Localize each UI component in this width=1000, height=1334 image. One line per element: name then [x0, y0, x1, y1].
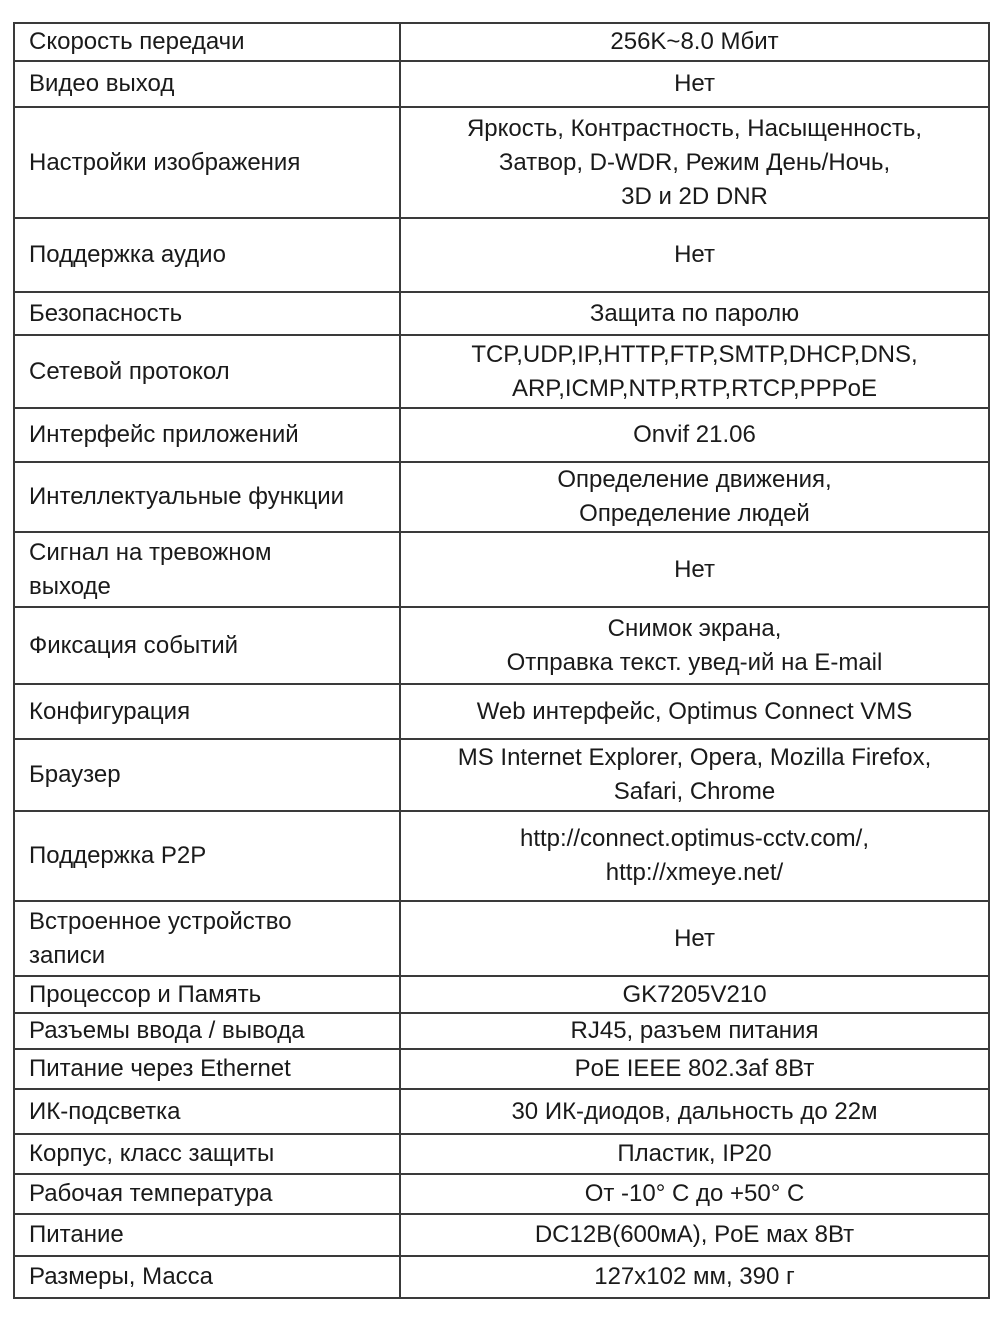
table-row	[14, 408, 989, 462]
param-cell: Скорость передачи	[14, 23, 400, 61]
value-cell: Яркость, Контрастность, Насыщенность, Затвор, D-WDR, Режим День/Ночь, 3D и 2D DNR	[400, 107, 989, 218]
table-row	[14, 1013, 989, 1049]
param-cell: Поддержка аудио	[14, 218, 400, 292]
param-cell: Безопасность	[14, 292, 400, 335]
value-cell: MS Internet Explorer, Opera, Mozilla Firefox, Safari, Chrome	[400, 739, 989, 811]
param-cell: ИК-подсветка	[14, 1089, 400, 1134]
value-cell: 127x102 мм, 390 г	[400, 1256, 989, 1298]
value-cell: DC12В(600мА), PoE мax 8Вт	[400, 1214, 989, 1256]
table-row	[14, 811, 989, 901]
table-row	[14, 739, 989, 811]
value-cell: Нет	[400, 532, 989, 607]
param-cell: Рабочая температура	[14, 1174, 400, 1214]
param-cell: Размеры, Масса	[14, 1256, 400, 1298]
table-row	[14, 532, 989, 607]
value-cell: Определение движения, Определение людей	[400, 462, 989, 532]
param-cell: Питание	[14, 1214, 400, 1256]
table-row	[14, 1134, 989, 1174]
param-cell: Корпус, класс защиты	[14, 1134, 400, 1174]
value-cell: http://connect.optimus-cctv.com/, http://xmeye.net/	[400, 811, 989, 901]
table-row	[14, 218, 989, 292]
table-row	[14, 292, 989, 335]
param-cell: Разъемы ввода / вывода	[14, 1013, 400, 1049]
table-row	[14, 1089, 989, 1134]
table-row	[14, 607, 989, 684]
value-cell: Защита по паролю	[400, 292, 989, 335]
value-cell: От -10° С до +50° С	[400, 1174, 989, 1214]
param-cell: Интерфейс приложений	[14, 408, 400, 462]
param-cell: Сигнал на тревожном выходе	[14, 532, 400, 607]
table-row	[14, 684, 989, 739]
table-row	[14, 462, 989, 532]
value-cell: Пластик, IP20	[400, 1134, 989, 1174]
table-row	[14, 1214, 989, 1256]
table-row	[14, 23, 989, 61]
spec-table	[13, 22, 990, 1299]
value-cell: Снимок экрана, Отправка текст. увед-ий на E-mail	[400, 607, 989, 684]
value-cell: Нет	[400, 901, 989, 976]
value-cell: PoE IEEE 802.3af 8Вт	[400, 1049, 989, 1089]
table-row	[14, 1256, 989, 1298]
table-row	[14, 335, 989, 408]
table-row	[14, 1049, 989, 1089]
value-cell: TCP,UDP,IP,HTTP,FTP,SMTP,DHCP,DNS, ARP,ICMP,NTP,RTP,RTCP,PPPoE	[400, 335, 989, 408]
param-cell: Конфигурация	[14, 684, 400, 739]
table-row	[14, 1174, 989, 1214]
table-row	[14, 107, 989, 218]
param-cell: Фиксация событий	[14, 607, 400, 684]
param-cell: Встроенное устройство записи	[14, 901, 400, 976]
value-cell: Web интерфейс, Optimus Connect VMS	[400, 684, 989, 739]
param-cell: Видео выход	[14, 61, 400, 107]
param-cell: Процессор и Память	[14, 976, 400, 1013]
param-cell: Настройки изображения	[14, 107, 400, 218]
param-cell: Интеллектуальные функции	[14, 462, 400, 532]
value-cell: 30 ИК-диодов, дальность до 22м	[400, 1089, 989, 1134]
param-cell: Браузер	[14, 739, 400, 811]
value-cell: 256K~8.0 Мбит	[400, 23, 989, 61]
value-cell: GK7205V210	[400, 976, 989, 1013]
param-cell: Поддержка P2P	[14, 811, 400, 901]
value-cell: RJ45, разъем питания	[400, 1013, 989, 1049]
table-row	[14, 61, 989, 107]
param-cell: Питание через Ethernet	[14, 1049, 400, 1089]
table-row	[14, 901, 989, 976]
value-cell: Нет	[400, 61, 989, 107]
param-cell: Сетевой протокол	[14, 335, 400, 408]
value-cell: Onvif 21.06	[400, 408, 989, 462]
value-cell: Нет	[400, 218, 989, 292]
table-row	[14, 976, 989, 1013]
